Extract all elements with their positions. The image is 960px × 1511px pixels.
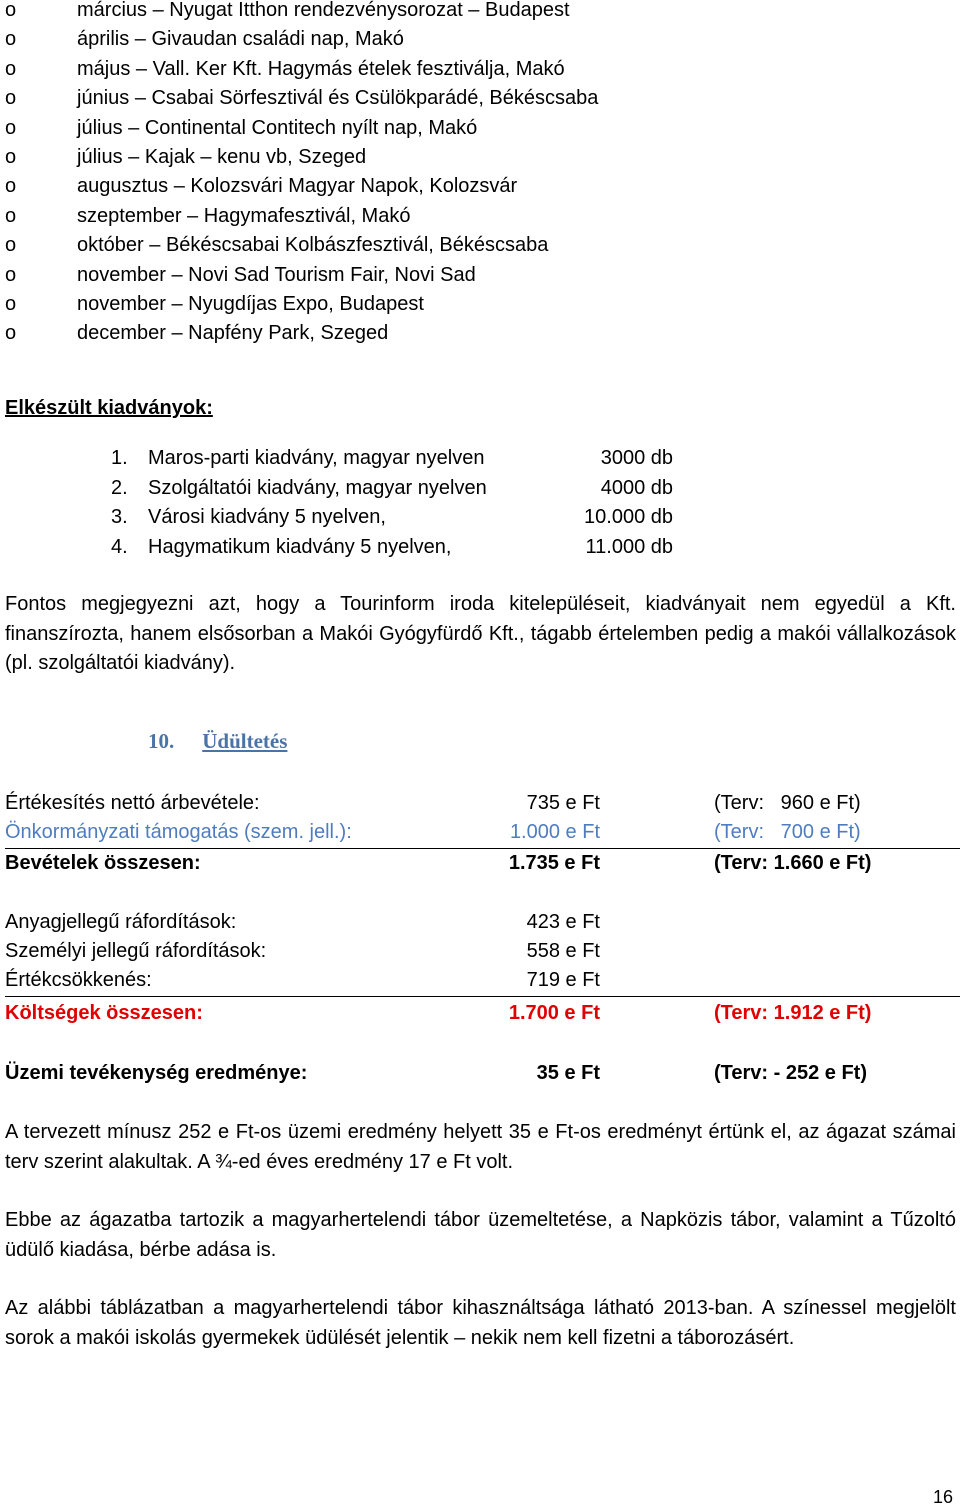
finance-row-revenue-sales: Értékesítés nettó árbevétele: 735 e Ft (Terv: 960 e Ft): [5, 792, 861, 814]
chapter-heading: [148, 729, 287, 754]
list-item: o november – Nyugdíjas Expo, Budapest: [5, 292, 424, 315]
finance-row-operating-result: Üzemi tevékenység eredménye: 35 e Ft (Terv: - 252 e Ft): [5, 1062, 867, 1084]
list-item: o július – Kajak – kenu vb, Szeged: [5, 145, 367, 168]
paragraph-sector-note: Ebbe az ágazatba tartozik a magyarhertelendi tábor üzemeltetése, a Napközis tábor, valamint a Tűzoltó üdülő kiadása, bérbe adása is.: [5, 1209, 956, 1261]
finance-row-subsidy: Önkormányzati támogatás (szem. jell.): 1.000 e Ft (Terv: 700 e Ft): [5, 821, 861, 843]
list-item: o október – Békéscsabai Kolbászfesztivál, Békéscsaba: [5, 234, 549, 257]
finance-row-revenue-total: Bevételek összesen: 1.735 e Ft (Terv: 1.660 e Ft): [5, 852, 872, 874]
publications-heading: Elkészült kiadványok:: [5, 397, 213, 419]
paragraph-table-intro: Az alábbi táblázatban a magyarhertelendi tábor kihasználtsága látható 2013-ban. A színessel megjelölt sorok a makói iskolás gyermekek üdülését jelentik – nekik nem kell fizetni a táborozásért.: [5, 1297, 956, 1349]
list-item: o szeptember – Hagymafesztivál, Makó: [5, 204, 411, 227]
event-list: [5, 0, 705, 349]
list-item: o november – Novi Sad Tourism Fair, Novi Sad: [5, 263, 476, 286]
list-item: 2. Szolgáltatói kiadvány, magyar nyelven 4000 db: [111, 476, 673, 499]
paragraph-result-note: A tervezett mínusz 252 e Ft-os üzemi eredmény helyett 35 e Ft-os eredményt értünk el, az ágazat számai terv szerint alakultak. A ¾-ed éves eredmény 17 e Ft volt.: [5, 1121, 956, 1173]
publications-list: [111, 444, 711, 562]
finance-row-material-costs: Anyagjellegű ráfordítások: 423 e Ft: [5, 911, 600, 933]
divider: [5, 996, 960, 997]
list-item: o június – Csabai Sörfesztivál és Csülökparádé, Békéscsaba: [5, 87, 599, 110]
list-item: 3. Városi kiadvány 5 nyelven, 10.000 db: [111, 506, 673, 528]
list-item: 1. Maros-parti kiadvány, magyar nyelven 3000 db: [111, 447, 673, 469]
finance-row-depreciation: Értékcsökkenés: 719 e Ft: [5, 969, 600, 991]
page-number: 16: [932, 1487, 953, 1507]
chapter-number: 10.: [148, 729, 175, 753]
list-item: o május – Vall. Ker Kft. Hagymás ételek fesztiválja, Makó: [5, 57, 565, 80]
finance-row-personnel-costs: Személyi jellegű ráfordítások: 558 e Ft: [5, 940, 600, 962]
list-item: o augusztus – Kolozsvári Magyar Napok, Kolozsvár: [5, 175, 518, 198]
chapter-title: Üdültetés: [202, 729, 288, 753]
list-item: o április – Givaudan családi nap, Makó: [5, 28, 404, 51]
list-item: o július – Continental Contitech nyílt nap, Makó: [5, 116, 478, 139]
finance-row-costs-total: Költségek összesen: 1.700 e Ft (Terv: 1.912 e Ft): [5, 1002, 872, 1024]
paragraph-funding-note: Fontos megjegyezni azt, hogy a Tourinform iroda kitelepüléseit, kiadványait nem egyedül a Kft. finanszírozta, hanem elsősorban a Makói Gyógyfürdő Kft., tágabb értelemben pedig a makói vállalkozások (pl. szolgáltatói kiadvány).: [5, 593, 956, 674]
list-item: 4. Hagymatikum kiadvány 5 nyelven, 11.000 db: [111, 535, 673, 558]
list-item: o március – Nyugat Itthon rendezvénysorozat – Budapest: [5, 0, 570, 21]
list-item: o december – Napfény Park, Szeged: [5, 322, 389, 345]
